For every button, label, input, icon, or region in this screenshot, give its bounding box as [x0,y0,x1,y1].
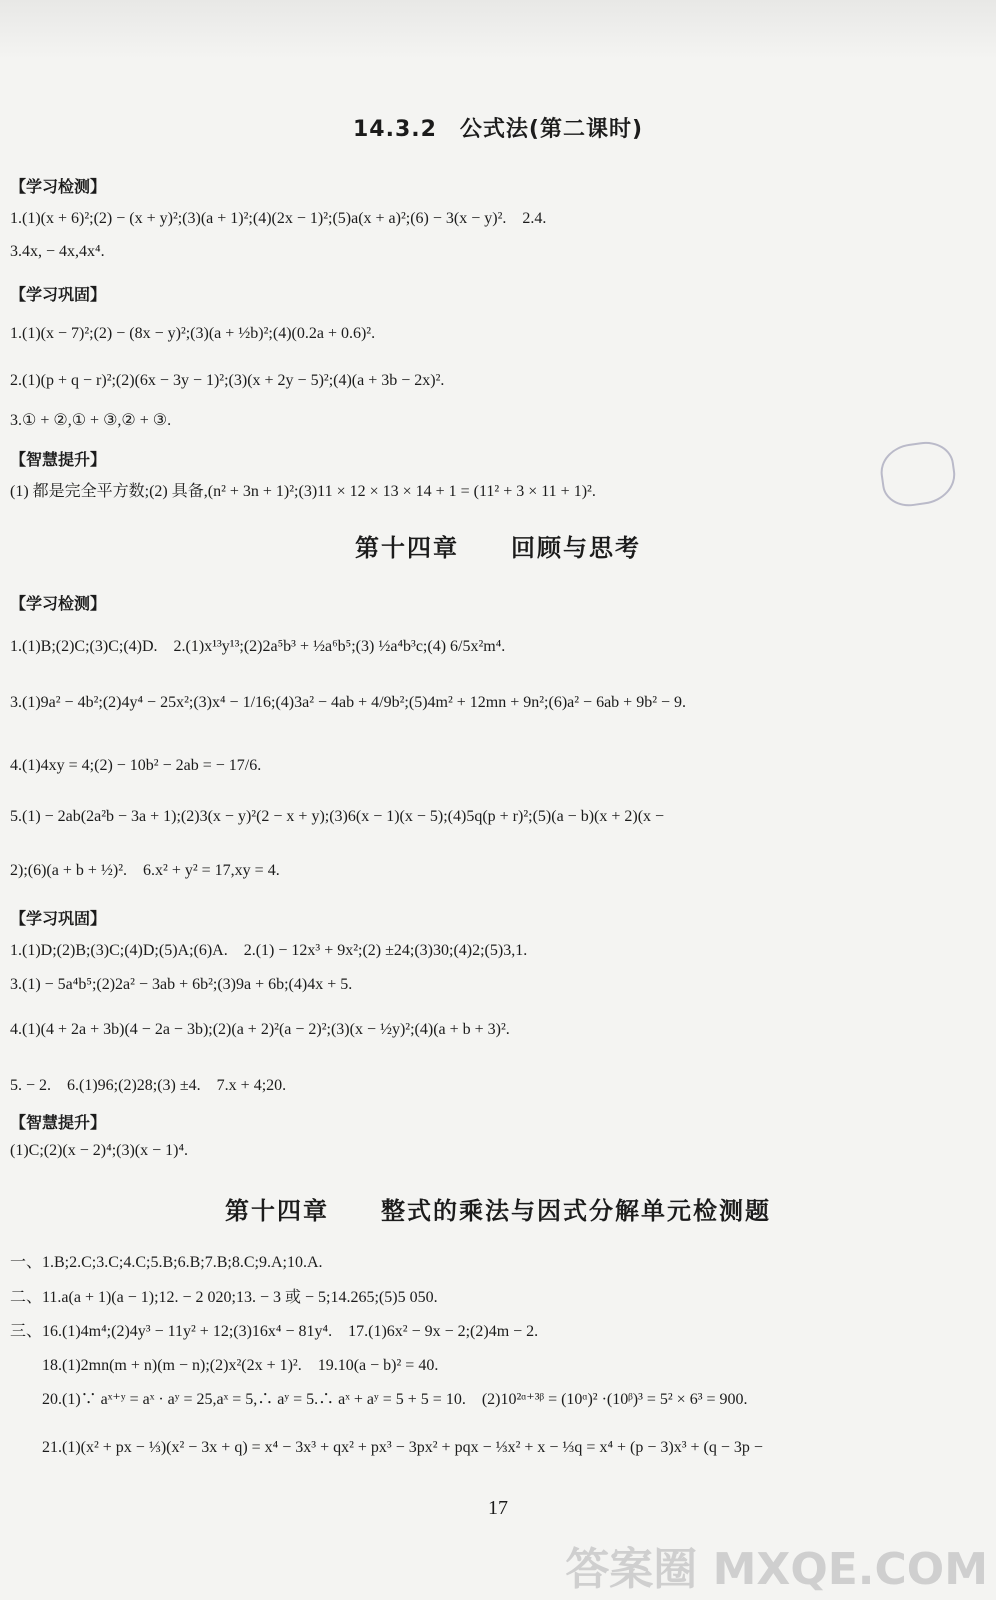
heading-study-consolidate-2: 【学习巩固】 [10,909,107,928]
heading-study-consolidate-1: 【学习巩固】 [10,285,107,304]
answer-line: 21.(1)(x² + px − ⅓)(x² − 3x + q) = x⁴ − 3x³ + qx² + px³ − 3px² + pqx − ⅓x² + x − ⅓q = x⁴ + (p − 3)x³ + (q − 3p − [10,1439,763,1456]
site-watermark: 答案圈 MXQE.COM [565,1544,988,1595]
answer-line: 2);(6)(a + b + ½)². 6.x² + y² = 17,xy = 4. [10,862,280,879]
answer-line: 3.① + ②,① + ③,② + ③. [10,412,172,429]
heading-wisdom-2: 【智慧提升】 [10,1113,107,1132]
answer-line: 二、11.a(a + 1)(a − 1);12. − 2 020;13. − 3 或 − 5;14.265;(5)5 050. [10,1289,438,1306]
answer-line: 一、1.B;2.C;3.C;4.C;5.B;6.B;7.B;8.C;9.A;10.A. [10,1254,323,1271]
chapter-title-unit-test: 第十四章 整式的乘法与因式分解单元检测题 [225,1196,771,1225]
heading-study-check-2: 【学习检测】 [10,594,107,613]
answer-line: 5. − 2. 6.(1)96;(2)28;(3) ±4. 7.x + 4;20. [10,1077,287,1094]
scan-shadow [0,0,996,60]
answer-line: 3.(1) − 5a⁴b⁵;(2)2a² − 3ab + 6b²;(3)9a + 6b;(4)4x + 5. [10,976,353,993]
answer-line: 20.(1)∵ aˣ⁺ʸ = aˣ · aʸ = 25,aˣ = 5,∴ aʸ = 5.∴ aˣ + aʸ = 5 + 5 = 10. (2)10²ᵅ⁺³ᵝ = (10ᵅ)² ·(10ᵝ)³ = 5² × 6³ = 900. [10,1391,748,1408]
answer-line: 三、16.(1)4m⁴;(2)4y³ − 11y² + 12;(3)16x⁴ − 81y⁴. 17.(1)6x² − 9x − 2;(2)4m − 2. [10,1323,539,1340]
chapter-title-review: 第十四章 回顾与思考 [355,533,641,562]
answer-line: 18.(1)2mn(m + n)(m − n);(2)x²(2x + 1)². 19.10(a − b)² = 40. [10,1357,439,1374]
answer-line: 3.(1)9a² − 4b²;(2)4y⁴ − 25x²;(3)x⁴ − 1/16;(4)3a² − 4ab + 4/9b²;(5)4m² + 12mn + 9n²;(6)a² − 6ab + 9b² − 9. [10,694,687,711]
answer-line: 1.(1)D;(2)B;(3)C;(4)D;(5)A;(6)A. 2.(1) − 12x³ + 9x²;(2) ±24;(3)30;(4)2;(5)3,1. [10,942,528,959]
page-number: 17 [488,1497,508,1519]
answer-line: 1.(1)(x + 6)²;(2) − (x + y)²;(3)(a + 1)²;(4)(2x − 1)²;(5)a(x + a)²;(6) − 3(x − y)². 2.4. [10,210,547,227]
answer-line: (1) 都是完全平方数;(2) 具备,(n² + 3n + 1)²;(3)11 × 12 × 13 × 14 + 1 = (11² + 3 × 11 + 1)². [10,483,596,500]
answer-line: 4.(1)(4 + 2a + 3b)(4 − 2a − 3b);(2)(a + 2)²(a − 2)²;(3)(x − ½y)²;(4)(a + b + 3)². [10,1021,510,1038]
answer-line: 5.(1) − 2ab(2a²b − 3a + 1);(2)3(x − y)²(2 − x + y);(3)6(x − 1)(x − 5);(4)5q(p + r)²;(5)(a − b)(x + 2)(x − [10,808,665,825]
answer-line: 1.(1)(x − 7)²;(2) − (8x − y)²;(3)(a + ½b)²;(4)(0.2a + 0.6)². [10,325,376,342]
answer-line: (1)C;(2)(x − 2)⁴;(3)(x − 1)⁴. [10,1142,189,1159]
answer-line: 3.4x, − 4x,4x⁴. [10,243,105,260]
answer-line: 1.(1)B;(2)C;(3)C;(4)D. 2.(1)x¹³y¹³;(2)2a⁵b³ + ½a⁶b⁵;(3) ½a⁴b³c;(4) 6/5x²m⁴. [10,638,506,655]
section-title-formula: 14.3.2 公式法(第二课时) [352,117,644,142]
heading-wisdom-1: 【智慧提升】 [10,450,107,469]
heading-study-check-1: 【学习检测】 [10,177,107,196]
answer-line: 2.(1)(p + q − r)²;(2)(6x − 3y − 1)²;(3)(x + 2y − 5)²;(4)(a + 3b − 2x)². [10,372,445,389]
answer-line: 4.(1)4xy = 4;(2) − 10b² − 2ab = − 17/6. [10,757,262,774]
